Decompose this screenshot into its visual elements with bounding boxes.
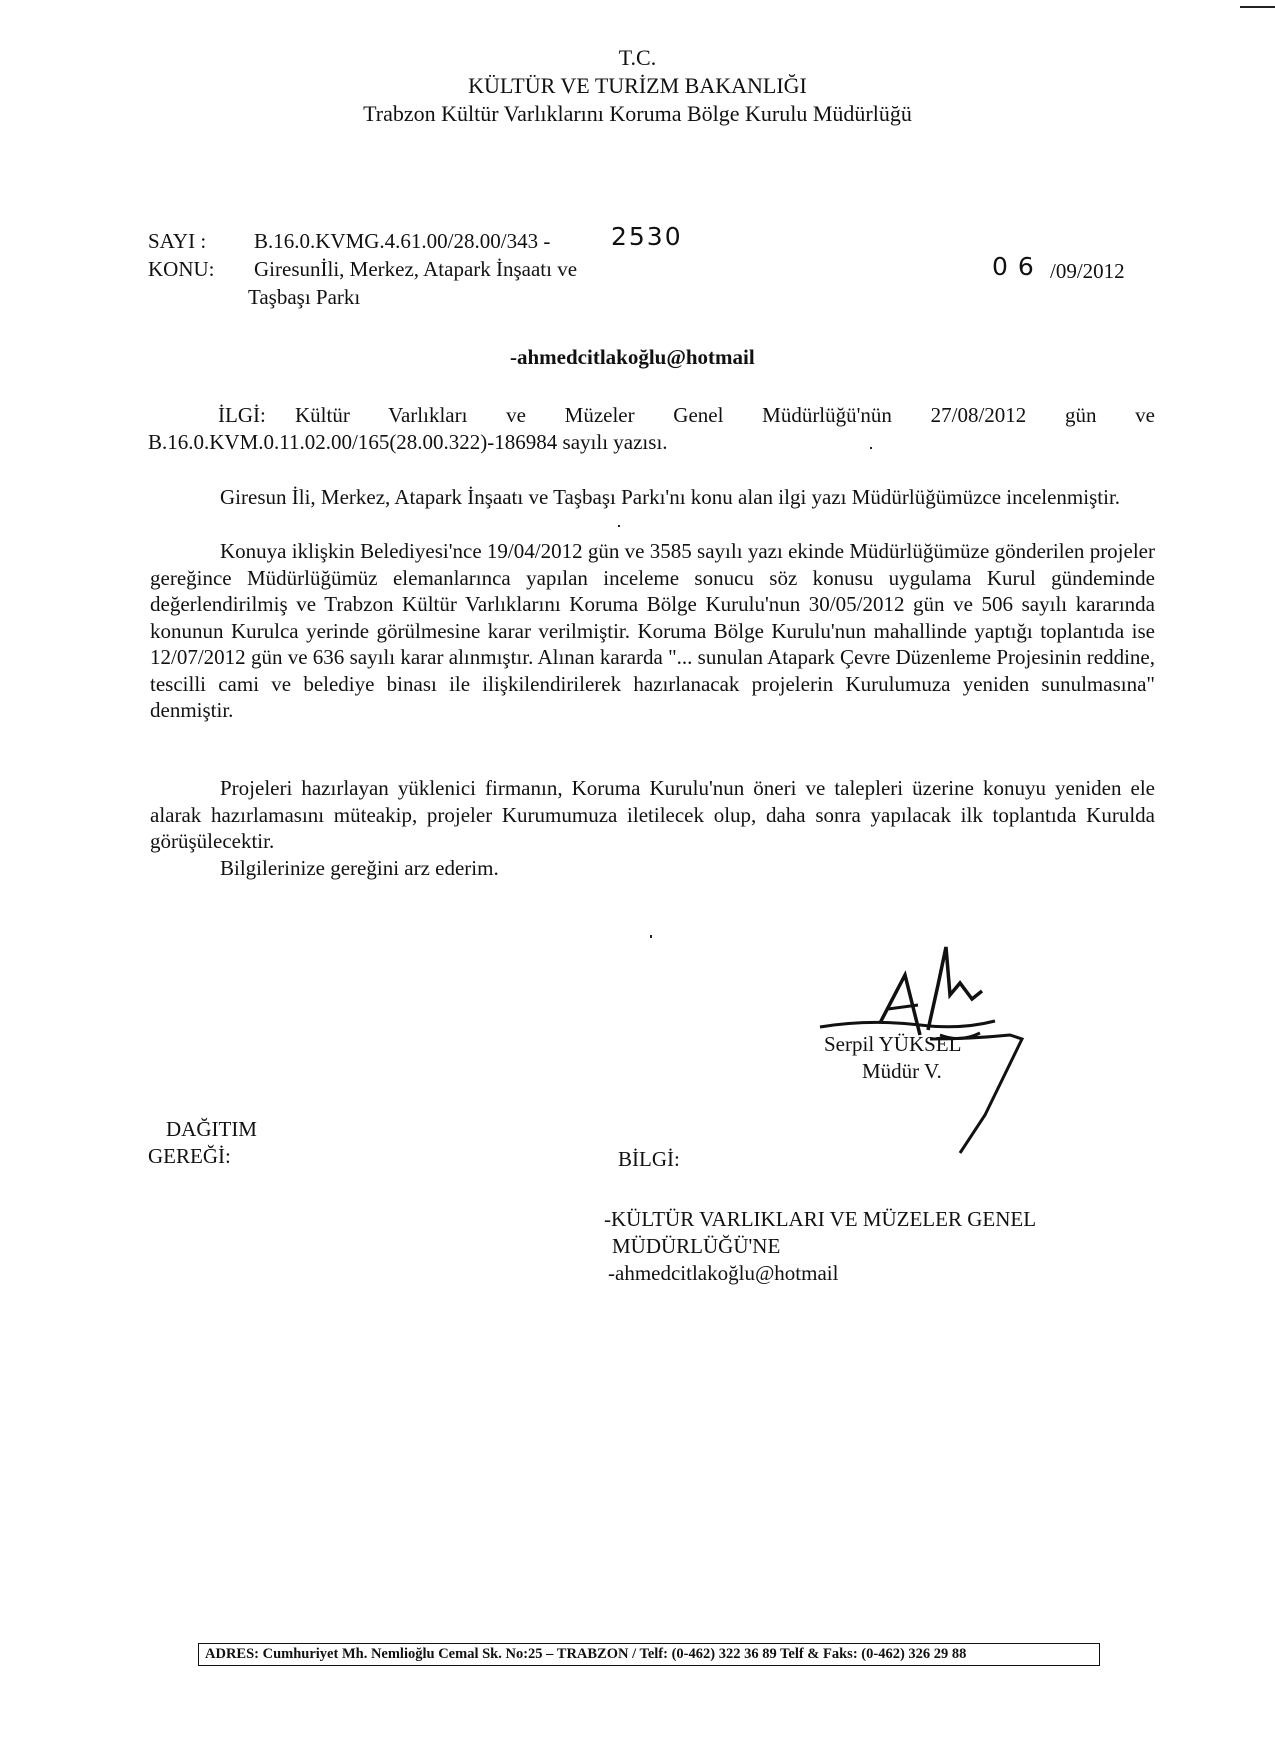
scan-mark-top-right bbox=[1240, 6, 1275, 8]
body-paragraph-3-text: Projeleri hazırlayan yüklenici firmanın, Koruma Kurulu'nun öneri ve talepleri üzerine konuyu yeniden ele alarak hazırlamasını müteakip, projeler Kurumumuza iletilecek olup, daha sonra yapılacak ilk toplantıda Kurulda görüşülecektir. bbox=[150, 776, 1155, 853]
header-tc: T.C. bbox=[618, 45, 657, 70]
scan-speck bbox=[650, 935, 652, 938]
date-handwritten-day: 06 bbox=[992, 252, 1044, 281]
ilgi-label: İLGİ: bbox=[218, 403, 266, 427]
header-ministry: KÜLTÜR VE TURİZM BAKANLIĞI bbox=[468, 73, 807, 98]
ilgi-line2: B.16.0.KVM.0.11.02.00/165(28.00.322)-186984 sayılı yazısı. bbox=[148, 430, 668, 454]
sayi-label: SAYI : bbox=[148, 229, 207, 253]
header-directorate: Trabzon Kültür Varlıklarını Koruma Bölge Kurulu Müdürlüğü bbox=[363, 101, 912, 126]
distribution-title: DAĞITIM bbox=[166, 1117, 257, 1141]
konu-label: KONU: bbox=[148, 257, 215, 281]
recipient-email: -ahmedcitlakoğlu@hotmail bbox=[510, 345, 755, 369]
bilgi-recipient-line1: -KÜLTÜR VARLIKLARI VE MÜZELER GENEL bbox=[604, 1207, 1037, 1231]
body-paragraph-4-text: Bilgilerinize gereğini arz ederim. bbox=[220, 856, 499, 880]
body-paragraph-2-text: Konuya iklişkin Belediyesi'nce 19/04/2012 gün ve 3585 sayılı yazı ekinde Müdürlüğümüze gönderilen projeler gereğince Müdürlüğümüz elemanlarınca yapılan inceleme sonucu söz konusu uygulama Kurul gündeminde değerlendirilmiş ve Trabzon Kültür Varlıklarını Koruma Bölge Kurulu'nun 30/05/2012 gün ve 506 sayılı kararında konunun Kurulca yerinde görülmesine karar verilmiştir. Koruma Bölge Kurulu'nun mahallinde yaptığı toplantıda ise 12/07/2012 gün ve 636 sayılı karar alınmıştır. Alınan kararda "... sunulan Atapark Çevre Düzenleme Projesinin reddine, tescilli cami ve belediye binası ile ilişkilendirilerek hazırlanacak projelerin Kurulumuza yeniden sunulmasına" denmiştir. bbox=[150, 539, 1155, 722]
scan-speck bbox=[870, 447, 872, 449]
bilgi-recipient-line3: -ahmedcitlakoğlu@hotmail bbox=[608, 1261, 839, 1285]
signatory-name: Serpil YÜKSEL bbox=[824, 1032, 962, 1056]
scan-speck bbox=[618, 525, 620, 527]
body-paragraph-3 bbox=[150, 775, 1155, 855]
body-paragraph-1-text: Giresun İli, Merkez, Atapark İnşaatı ve Taşbaşı Parkı'nı konu alan ilgi yazı Müdürlüğümüzce incelenmiştir. bbox=[220, 485, 1121, 509]
konu-line1: Giresunİli, Merkez, Atapark İnşaatı ve bbox=[254, 257, 578, 281]
sayi-handwritten-number: 2530 bbox=[611, 222, 683, 251]
body-paragraph-1 bbox=[150, 484, 1155, 511]
sayi-value: B.16.0.KVMG.4.61.00/28.00/343 - bbox=[254, 229, 551, 253]
konu-line2: Taşbaşı Parkı bbox=[248, 285, 361, 309]
date-printed: /09/2012 bbox=[1050, 259, 1125, 283]
body-paragraph-4 bbox=[150, 855, 1155, 882]
body-paragraph-2 bbox=[150, 538, 1155, 724]
signatory-title: Müdür V. bbox=[862, 1059, 942, 1083]
footer-address: ADRES: Cumhuriyet Mh. Nemlioğlu Cemal Sk. No:25 – TRABZON / Telf: (0-462) 322 36 89 Telf & Faks: (0-462) 326 29 88 bbox=[198, 1643, 1100, 1666]
ilgi-line1: Kültür Varlıkları ve Müzeler Genel Müdürlüğü'nün 27/08/2012 gün ve bbox=[295, 403, 1155, 427]
bilgi-recipient-line2: MÜDÜRLÜĞÜ'NE bbox=[612, 1234, 781, 1258]
bilgi-label: BİLGİ: bbox=[618, 1147, 680, 1171]
geregi-label: GEREĞİ: bbox=[148, 1144, 231, 1168]
